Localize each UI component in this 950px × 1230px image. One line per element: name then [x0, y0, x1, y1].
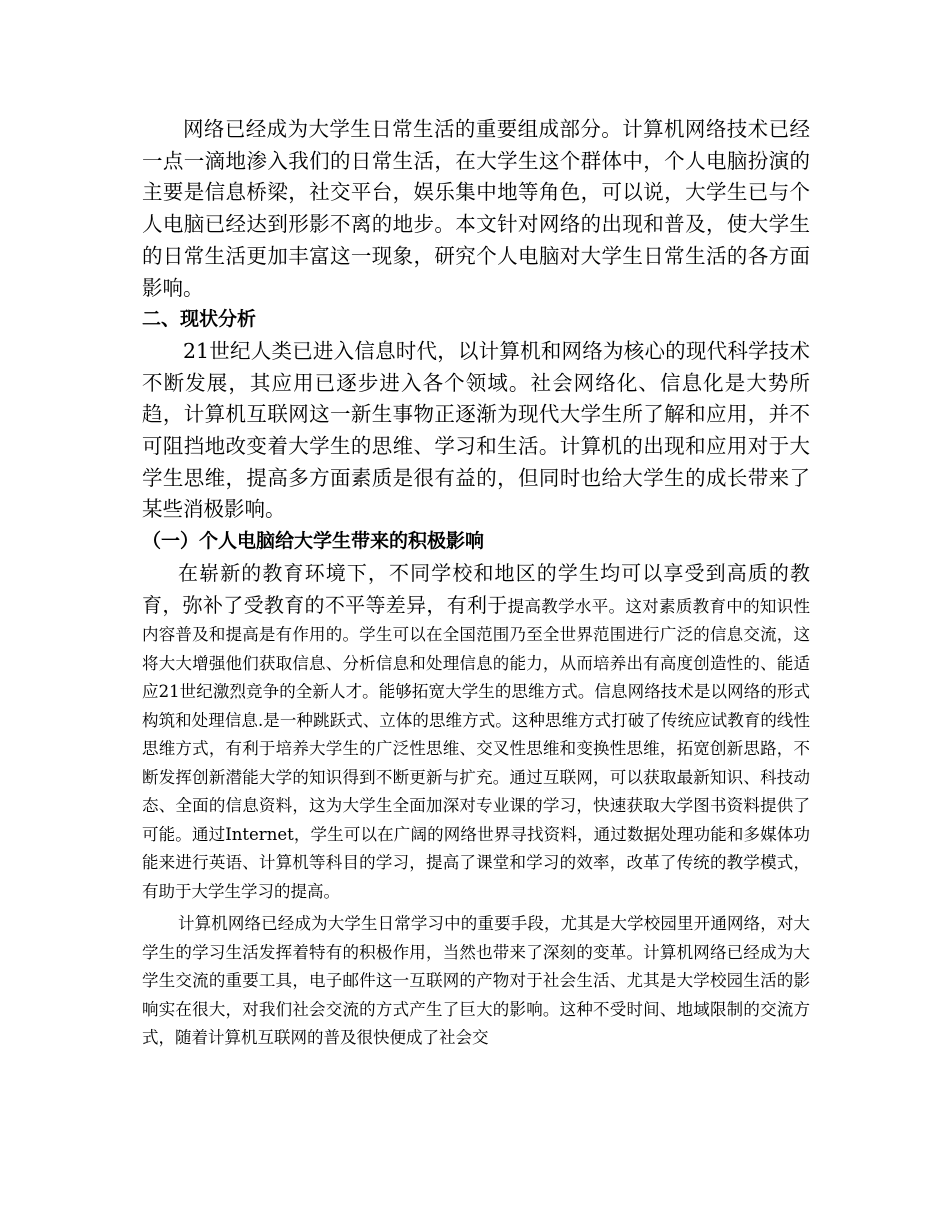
paragraph-positive-lead: 在崭新的教育环境下，不同学校和地区的学生均可以享受到高质的教育，弥补了受教育的不平等差异，有利于: [142, 560, 810, 617]
paragraph-positive: [142, 558, 810, 906]
paragraph-positive-rest: 提高教学水平。这对素质教育中的知识性内容普及和提高是有作用的。学生可以在全国范围乃至全世界范围进行广泛的信息交流，这将大大增强他们获取信息、分析信息和处理信息的能力，从而培养出有高度创造性的、能适应21世纪激烈竞争的全新人才。能够拓宽大学生的思维方式。信息网络技术是以网络的形式构筑和处理信息.是一种跳跃式、立体的思维方式。这种思维方式打破了传统应试教育的线性思维方式，有利于培养大学生的广泛性思维、交叉性思维和变换性思维，拓宽创新思路，不断发挥创新潜能大学的知识得到不断更新与扩充。通过互联网，可以获取最新知识、科技动态、全面的信息资料，这为大学生全面加深对专业课的学习，快速获取大学图书资料提供了可能。通过Internet，学生可以在广阔的网络世界寻找资料，通过数据处理功能和多媒体功能来进行英语、计算机等科目的学习，提高了课堂和学习的效率，改革了传统的教学模式，有助于大学生学习的提高。: [142, 596, 811, 901]
paragraph-intro: 网络已经成为大学生日常生活的重要组成部分。计算机网络技术已经一点一滴地渗入我们的日常生活，在大学生这个群体中，个人电脑扮演的主要是信息桥梁，社交平台，娱乐集中地等角色，可以说，大学生已与个人电脑已经达到形影不离的地步。本文针对网络的出现和普及，使大学生的日常生活更加丰富这一现象，研究个人电脑对大学生日常生活的各方面影响。: [142, 117, 810, 300]
section-heading-status: 二、现状分析: [142, 308, 257, 331]
subsection-heading-positive: （一）个人电脑给大学生带来的积极影响: [142, 530, 485, 553]
paragraph-network: 计算机网络已经成为大学生日常学习中的重要手段，尤其是大学校园里开通网络，对大学生的学习生活发挥着特有的积极作用，当然也带来了深刻的变革。计算机网络已经成为大学生交流的重要工具，电子邮件这一互联网的产物对于社会生活、尤其是大学校园生活的影响实在很大，对我们社会交流的方式产生了巨大的影响。这种不受时间、地域限制的交流方式，随着计算机互联网的普及很快便成了社会交: [142, 914, 810, 1048]
paragraph-status: 21世纪人类已进入信息时代，以计算机和网络为核心的现代科学技术不断发展，其应用已逐步进入各个领域。社会网络化、信息化是大势所趋，计算机互联网这一新生事物正逐渐为现代大学生所了解和应用，并不可阻挡地改变着大学生的思维、学习和生活。计算机的出现和应用对于大学生思维，提高多方面素质是很有益的，但同时也给大学生的成长带来了某些消极影响。: [142, 338, 810, 522]
document-body: [142, 114, 810, 1053]
